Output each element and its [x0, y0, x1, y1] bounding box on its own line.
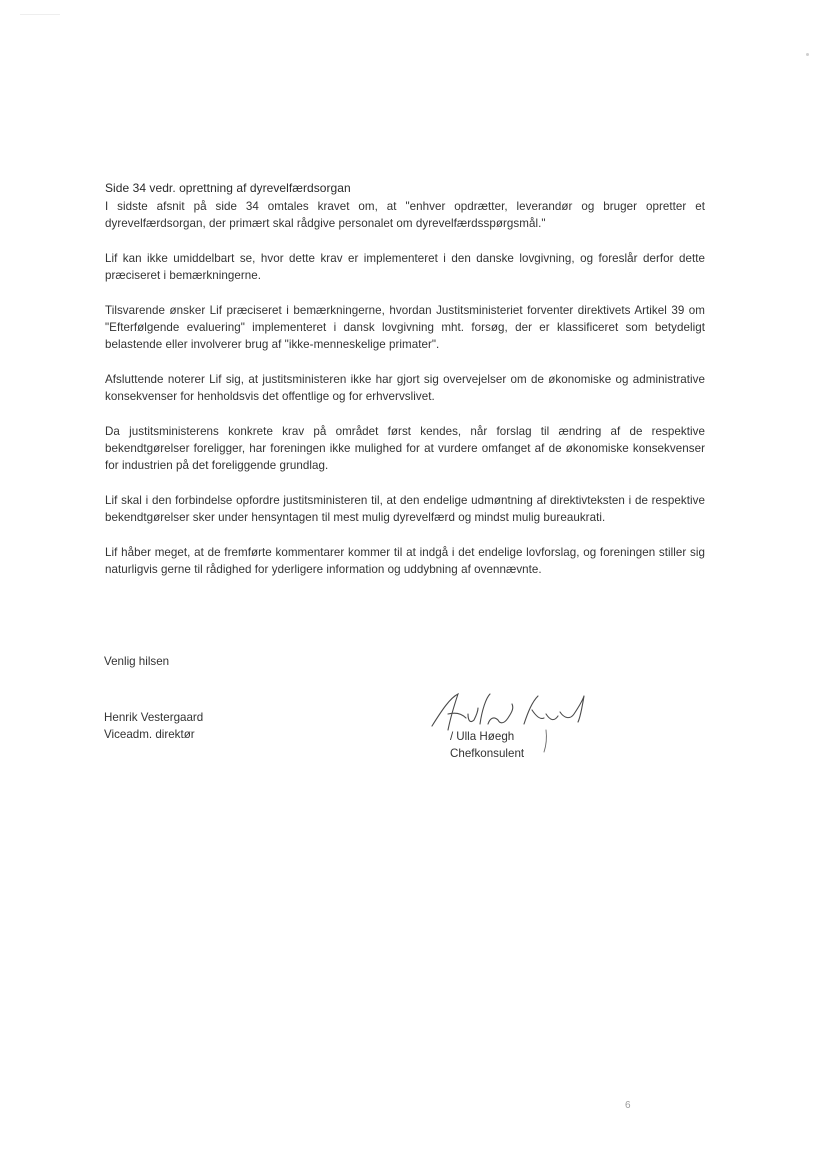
paragraph-2: Lif kan ikke umiddelbart se, hvor dette krav er implementeret i den danske lovgivning, og foreslår derfor dette præciseret i bemærkningerne. — [105, 252, 705, 282]
paragraph-4: Afsluttende noterer Lif sig, at justitsministeren ikke har gjort sig overvejelser om de økonomiske og administrative konsekvenser for henholdsvis det offentlige og for erhvervslivet. — [105, 373, 705, 403]
scan-speck — [20, 14, 60, 15]
signatory-right-name-line — [450, 728, 524, 745]
page-number: 6 — [625, 1100, 631, 1111]
slash-mark: / — [450, 730, 454, 743]
signatory-right — [450, 728, 524, 762]
paragraph-5: Da justitsministerens konkrete krav på området først kendes, når forslag til ændring af de respektive bekendtgørelser foreligger, har foreningen ikke mulighed for at vurdere omfanget af de økonomiske konsekvenser for industrien på det foreliggende grundlag. — [105, 425, 705, 472]
paragraph-7: Lif håber meget, at de fremførte kommentarer kommer til at indgå i det endelige lovforslag, og foreningen stiller sig naturligvis gerne til rådighed for yderligere information og uddybning af ovennævnte. — [105, 546, 705, 576]
paragraph-3: Tilsvarende ønsker Lif præciseret i bemærkningerne, hvordan Justitsministeriet forventer direktivets Artikel 39 om "Efterfølgende evaluering" implementeret i dansk lovgivning mht. forsøg, der er klassificeret som betydeligt belastende eller involverer brug af "ikke-menneskelige primater". — [105, 304, 705, 351]
signatory-right-name: Ulla Høegh — [456, 730, 515, 743]
paragraph-6: Lif skal i den forbindelse opfordre justitsministeren til, at den endelige udmøntning af direktivteksten i de respektive bekendtgørelser sker under hensyntagen til mest mulig dyrevelfærd og mindst mulig bureaukrati. — [105, 494, 705, 524]
signatory-left-title: Viceadm. direktør — [104, 728, 195, 741]
scan-speck — [806, 53, 809, 56]
closing-greeting: Venlig hilsen — [104, 655, 170, 668]
signatory-left — [104, 709, 203, 743]
letter-body — [105, 180, 705, 596]
signatory-left-name: Henrik Vestergaard — [104, 711, 204, 724]
signatory-right-title: Chefkonsulent — [450, 747, 525, 760]
paragraph-1: I sidste afsnit på side 34 omtales kravet om, at "enhver opdrætter, leverandør og bruger opretter et dyrevelfærdsorgan, der primært skal rådgive personalet om dyrevelfærdsspørgsmål." — [105, 200, 705, 230]
section-heading: Side 34 vedr. oprettning af dyrevelfærdsorgan — [105, 181, 351, 195]
